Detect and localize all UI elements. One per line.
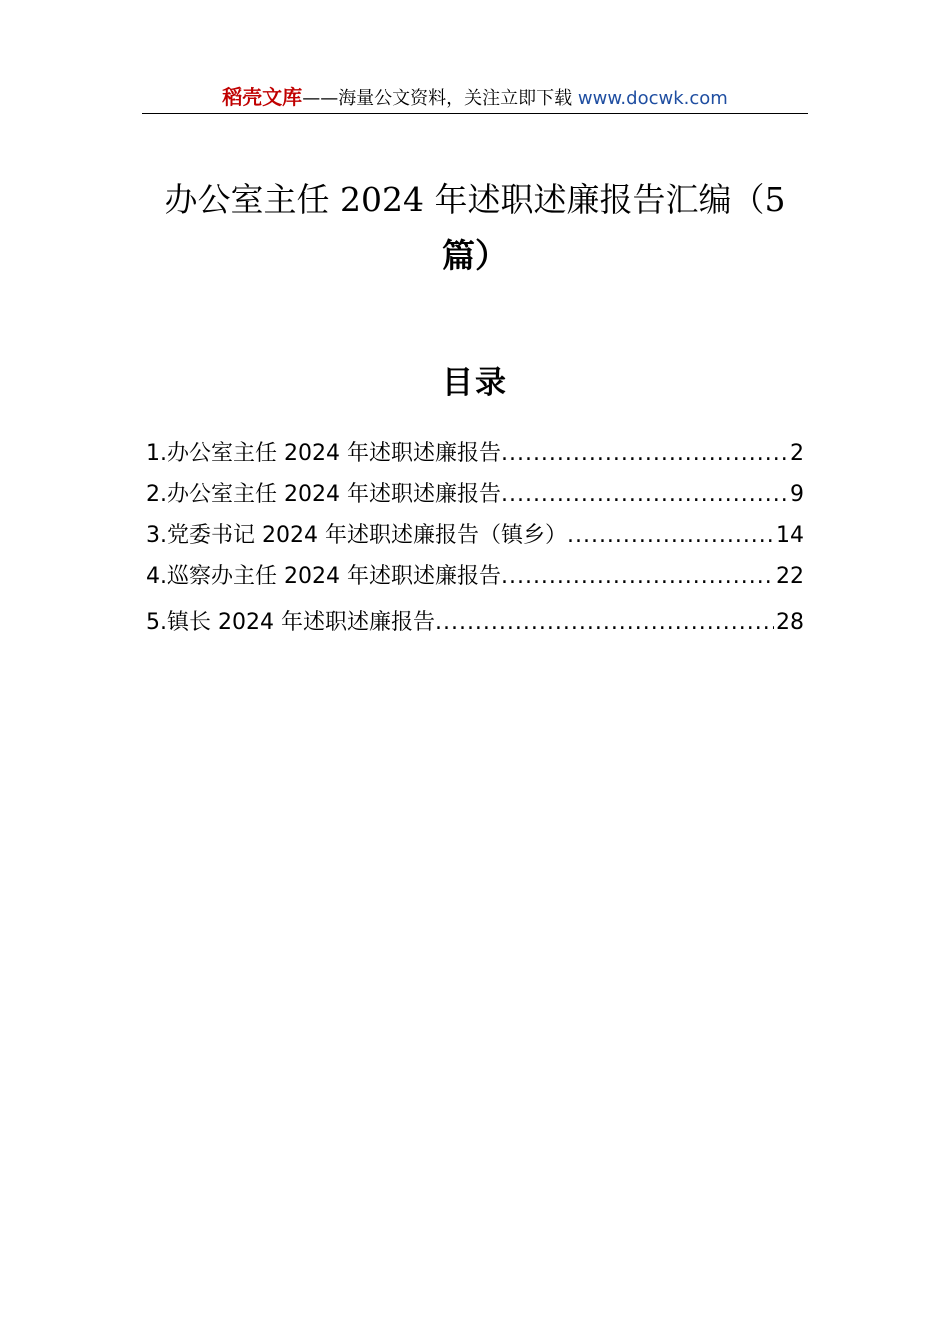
header-url-link[interactable]: www.docwk.com [577,88,728,109]
toc-item-page: 14 [776,523,804,548]
toc-item-label: 1.办公室主任 2024 年述职述廉报告 [146,441,501,466]
brand-name[interactable]: 稻壳文库 [222,85,303,109]
title-line-2: 篇） [442,236,508,275]
toc-item[interactable] [146,602,804,643]
toc-dot-leader [501,556,774,597]
toc-item[interactable] [146,556,804,597]
header-tagline: ——海量公文资料，关注立即下载 [302,88,578,109]
toc-dot-leader [501,474,788,515]
toc-item-label: 2.办公室主任 2024 年述职述廉报告 [146,482,501,507]
page-header [142,82,808,112]
toc-item-page: 9 [790,482,804,507]
header-divider [142,113,808,114]
toc-item-page: 22 [776,564,804,589]
table-of-contents [146,433,804,643]
toc-heading: 目录 [442,365,508,401]
toc-item-page: 2 [790,441,804,466]
toc-dot-leader [435,602,774,643]
toc-dot-leader [567,515,774,556]
toc-item-label: 5.镇长 2024 年述职述廉报告 [146,610,435,635]
toc-item[interactable] [146,515,804,556]
toc-item-page: 28 [776,610,804,635]
document-title [150,172,800,284]
toc-dot-leader [501,433,788,474]
title-line-1: 办公室主任 2024 年述职述廉报告汇编（5 [164,180,786,219]
toc-item-label: 4.巡察办主任 2024 年述职述廉报告 [146,564,501,589]
toc-item[interactable] [146,433,804,474]
toc-item[interactable] [146,474,804,515]
toc-item-label: 3.党委书记 2024 年述职述廉报告（镇乡） [146,523,567,548]
